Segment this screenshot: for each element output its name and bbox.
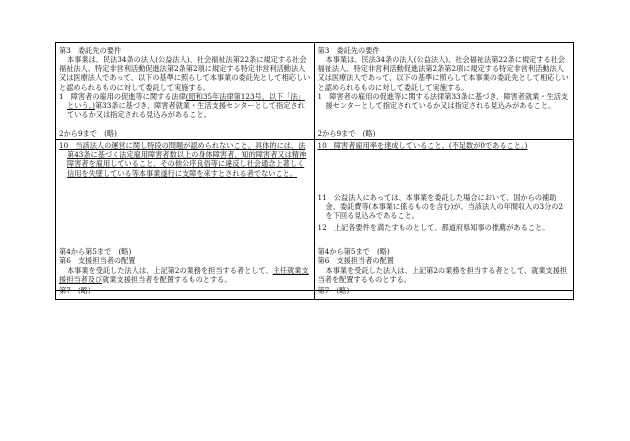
row-divider	[315, 290, 574, 291]
requirement-1-text: 1 障害者の雇用の促進等に関する法律	[59, 92, 186, 101]
requirement-1	[59, 92, 311, 120]
section6-heading: 第6 支援担当者の配置	[59, 256, 136, 265]
row-divider	[315, 139, 574, 140]
section7: 第7 (略)	[59, 286, 91, 295]
omitted-sections-4-5: 第4から第5まで (略)	[59, 247, 132, 256]
row-divider	[56, 139, 314, 140]
section6-amendment: 主任就業支援担当者及び	[59, 266, 309, 285]
requirement-11: 11 公益法人にあっては、本事業を委託した場合において、国からの補助金、委託費等(本事業に係るものを含む)が、当該法人の年間収入の3分の2を下回る見込みであること。	[317, 193, 564, 221]
section7: 第7 (略)	[317, 286, 350, 295]
section6-text: 本事業を受託した法人は、上記第2の業務を担当する者として、	[67, 266, 273, 275]
row-divider	[56, 290, 314, 291]
section6-body	[59, 266, 311, 285]
requirement-10: 10 当該法人の運営に関し特段の問題が認められないこと。具体的には、法第43条に基づく法定雇用障害者数以上の身体障害者、知的障害者又は精神障害者を雇用していること、その他公序良俗等に違反し社会通念上著しく信用を失墜している等本事業遂行に支障を来すとされる者でないこと。	[59, 141, 307, 178]
requirement-12: 12 上記各要件を満たすものとして、都道府県知事の推薦があること。	[317, 223, 550, 232]
section3-body: 本事業は、民法34条の法人(公益法人)、社会福祉法第22条に規定する社会福祉法人、特定非営利活動促進法第2条第2項に規定する特定非営利活動法人又は医療法人であって、以下の基準に照らして本事業の委託先として相応しいと認められるものに対して委託して実施する。	[59, 55, 311, 92]
section6-body: 本事業を受託した法人は、上記第2の業務を担当する者として、就業支援担当者を配置するものとする。	[317, 266, 568, 285]
requirement-10: 10 障害者雇用率を達成していること。(不足数が0であること。)	[317, 141, 528, 150]
section6-heading: 第6 支援担当者の配置	[317, 256, 394, 265]
requirement-1: 1 障害者の雇用の促進等に関する法律第33条に基づき、障害者就業・生活支援センターとして指定されているか又は指定される見込みがあること。	[317, 92, 569, 111]
requirement-1-rest: 第33条に基づき、障害者就業・生活支援センターとして指定されているか又は指定される見込みがあること。	[67, 101, 305, 120]
revised-column	[56, 43, 315, 299]
section3-body: 本事業は、民法34条の法人(公益法人)、社会福祉法第22条に規定する社会福祉法人、特定非営利活動促進法第2条第2項に規定する特定非営利活動法人又は医療法人であって、以下の基準に照らして本事業の委託先として相応しいと認められるものに対して委託して実施する。	[317, 55, 569, 92]
section6-rest: 就業支援担当者を配置するものとする。	[102, 275, 232, 285]
omitted-items-2-9: 2から9まで (略)	[59, 129, 117, 138]
section3-heading: 第3 委託先の要件	[59, 46, 122, 55]
section3-heading: 第3 委託先の要件	[317, 46, 380, 55]
comparison-table	[55, 42, 574, 300]
current-column	[315, 43, 574, 299]
omitted-items-2-9: 2から9まで (略)	[317, 129, 376, 138]
omitted-sections-4-5: 第4から第5まで (略)	[317, 247, 390, 256]
requirement-1-amendment: (昭和35年法律第123号。以下「法」という。)	[67, 92, 305, 111]
